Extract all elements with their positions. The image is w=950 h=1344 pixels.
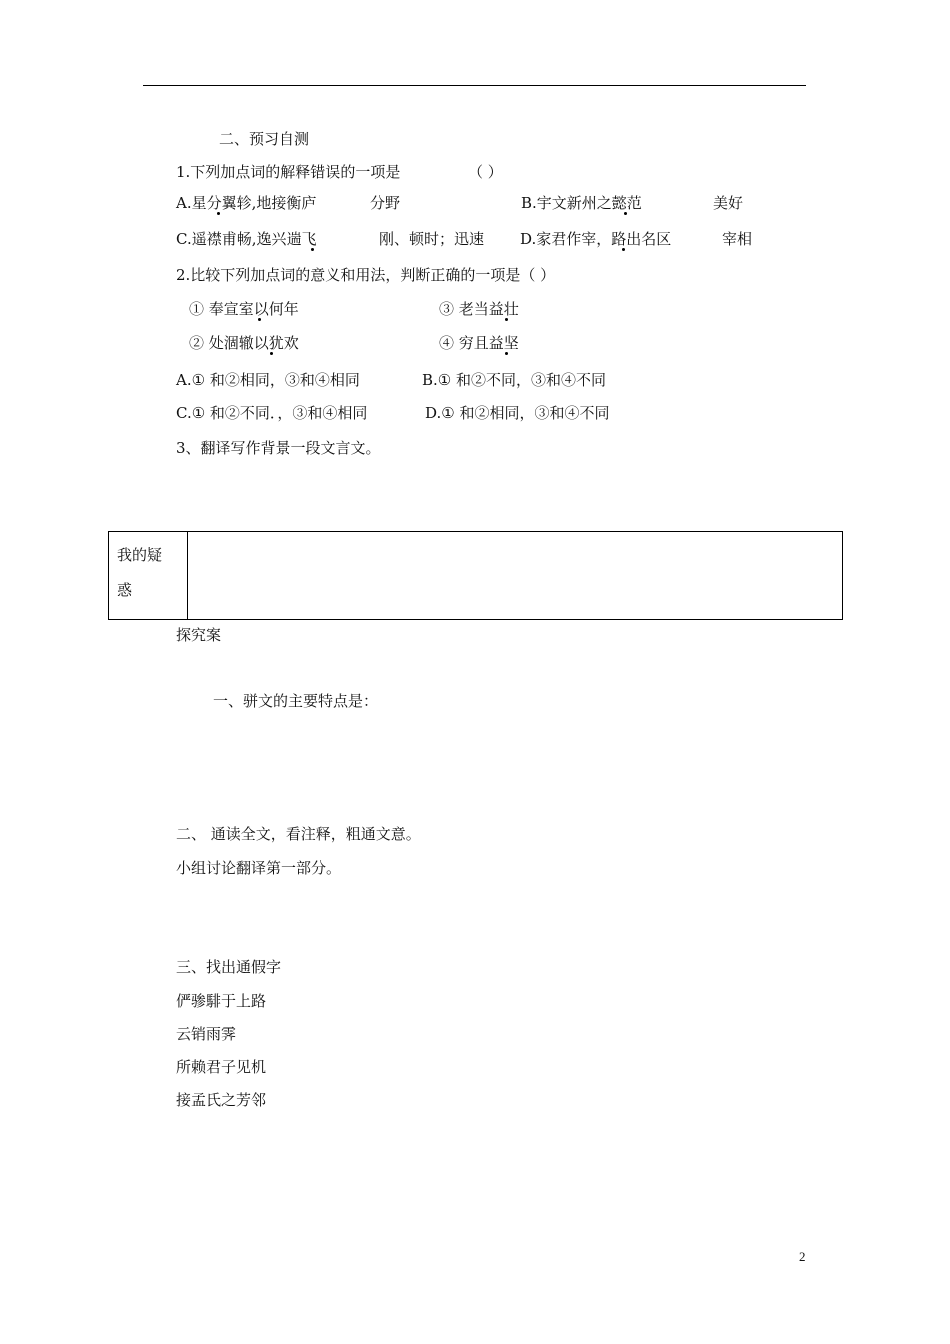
question-3-translate: 3、翻译写作背景一段文言文。	[176, 439, 381, 457]
tongjiazi-item: 接孟氏之芳邻	[176, 1091, 267, 1109]
question-1-option-a-meaning: 分野	[370, 194, 401, 212]
emphasis-dot	[505, 318, 508, 321]
question-2-item-4: ④ 穷且益坚	[439, 334, 519, 352]
explore-item-2-sub: 小组讨论翻译第一部分。	[176, 859, 342, 877]
emphasis-dot	[258, 318, 261, 321]
section-title-preview-test: 二、预习自测	[219, 130, 310, 148]
doubt-label-line-1: 我的疑	[117, 546, 163, 564]
doubt-table	[108, 531, 843, 620]
explore-item-2: 二、 通读全文，看注释，粗通文意。	[176, 825, 421, 843]
question-2-item-2: ② 处涸辙以犹欢	[189, 334, 299, 352]
explore-item-3: 三、找出通假字	[176, 958, 282, 976]
tongjiazi-item: 云销雨霁	[176, 1025, 237, 1043]
question-1-option-b: B.宇文新州之懿范	[521, 194, 642, 212]
header-rule	[143, 85, 806, 86]
page-number: 2	[799, 1249, 806, 1264]
question-1-option-c-meaning: 刚、顿时；迅速	[379, 230, 485, 248]
question-2-option-b: B.① 和②不同，③和④不同	[422, 371, 607, 389]
emphasis-dot	[622, 248, 625, 251]
question-2-stem: 2.比较下列加点词的意义和用法，判断正确的一项是（ ）	[176, 266, 556, 284]
question-1-stem: 1.下列加点词的解释错误的一项是	[176, 163, 401, 181]
emphasis-dot	[505, 352, 508, 355]
explore-item-1: 一、骈文的主要特点是：	[213, 692, 379, 710]
question-2-option-d: D.① 和②相同，③和④不同	[425, 404, 610, 422]
tongjiazi-item: 所赖君子见机	[176, 1058, 267, 1076]
question-1-option-d: D.家君作宰，路出名区	[520, 230, 672, 248]
tongjiazi-item: 俨骖騑于上路	[176, 992, 267, 1010]
question-2-item-3: ③ 老当益壮	[439, 300, 519, 318]
emphasis-dot	[270, 352, 273, 355]
doubt-label	[109, 532, 188, 620]
emphasis-dot	[624, 212, 627, 215]
question-2-option-a: A.① 和②相同，③和④相同	[176, 371, 360, 389]
question-1-option-a: A.星分翼轸,地接衡庐	[176, 194, 317, 212]
question-1-option-c: C.遥襟甫畅,逸兴遄飞	[176, 230, 317, 248]
explore-title: 探究案	[176, 626, 222, 644]
doubt-input-area[interactable]	[188, 532, 843, 620]
emphasis-dot	[311, 248, 314, 251]
question-1-option-d-meaning: 宰相	[722, 230, 753, 248]
question-1-option-b-meaning: 美好	[713, 194, 744, 212]
doubt-label-line-2: 惑	[117, 581, 133, 599]
question-2-item-1: ① 奉宣室以何年	[189, 300, 299, 318]
question-1-answer-paren: （ ）	[468, 163, 503, 181]
question-2-option-c: C.① 和②不同．，③和④相同	[176, 404, 368, 422]
emphasis-dot	[217, 212, 220, 215]
